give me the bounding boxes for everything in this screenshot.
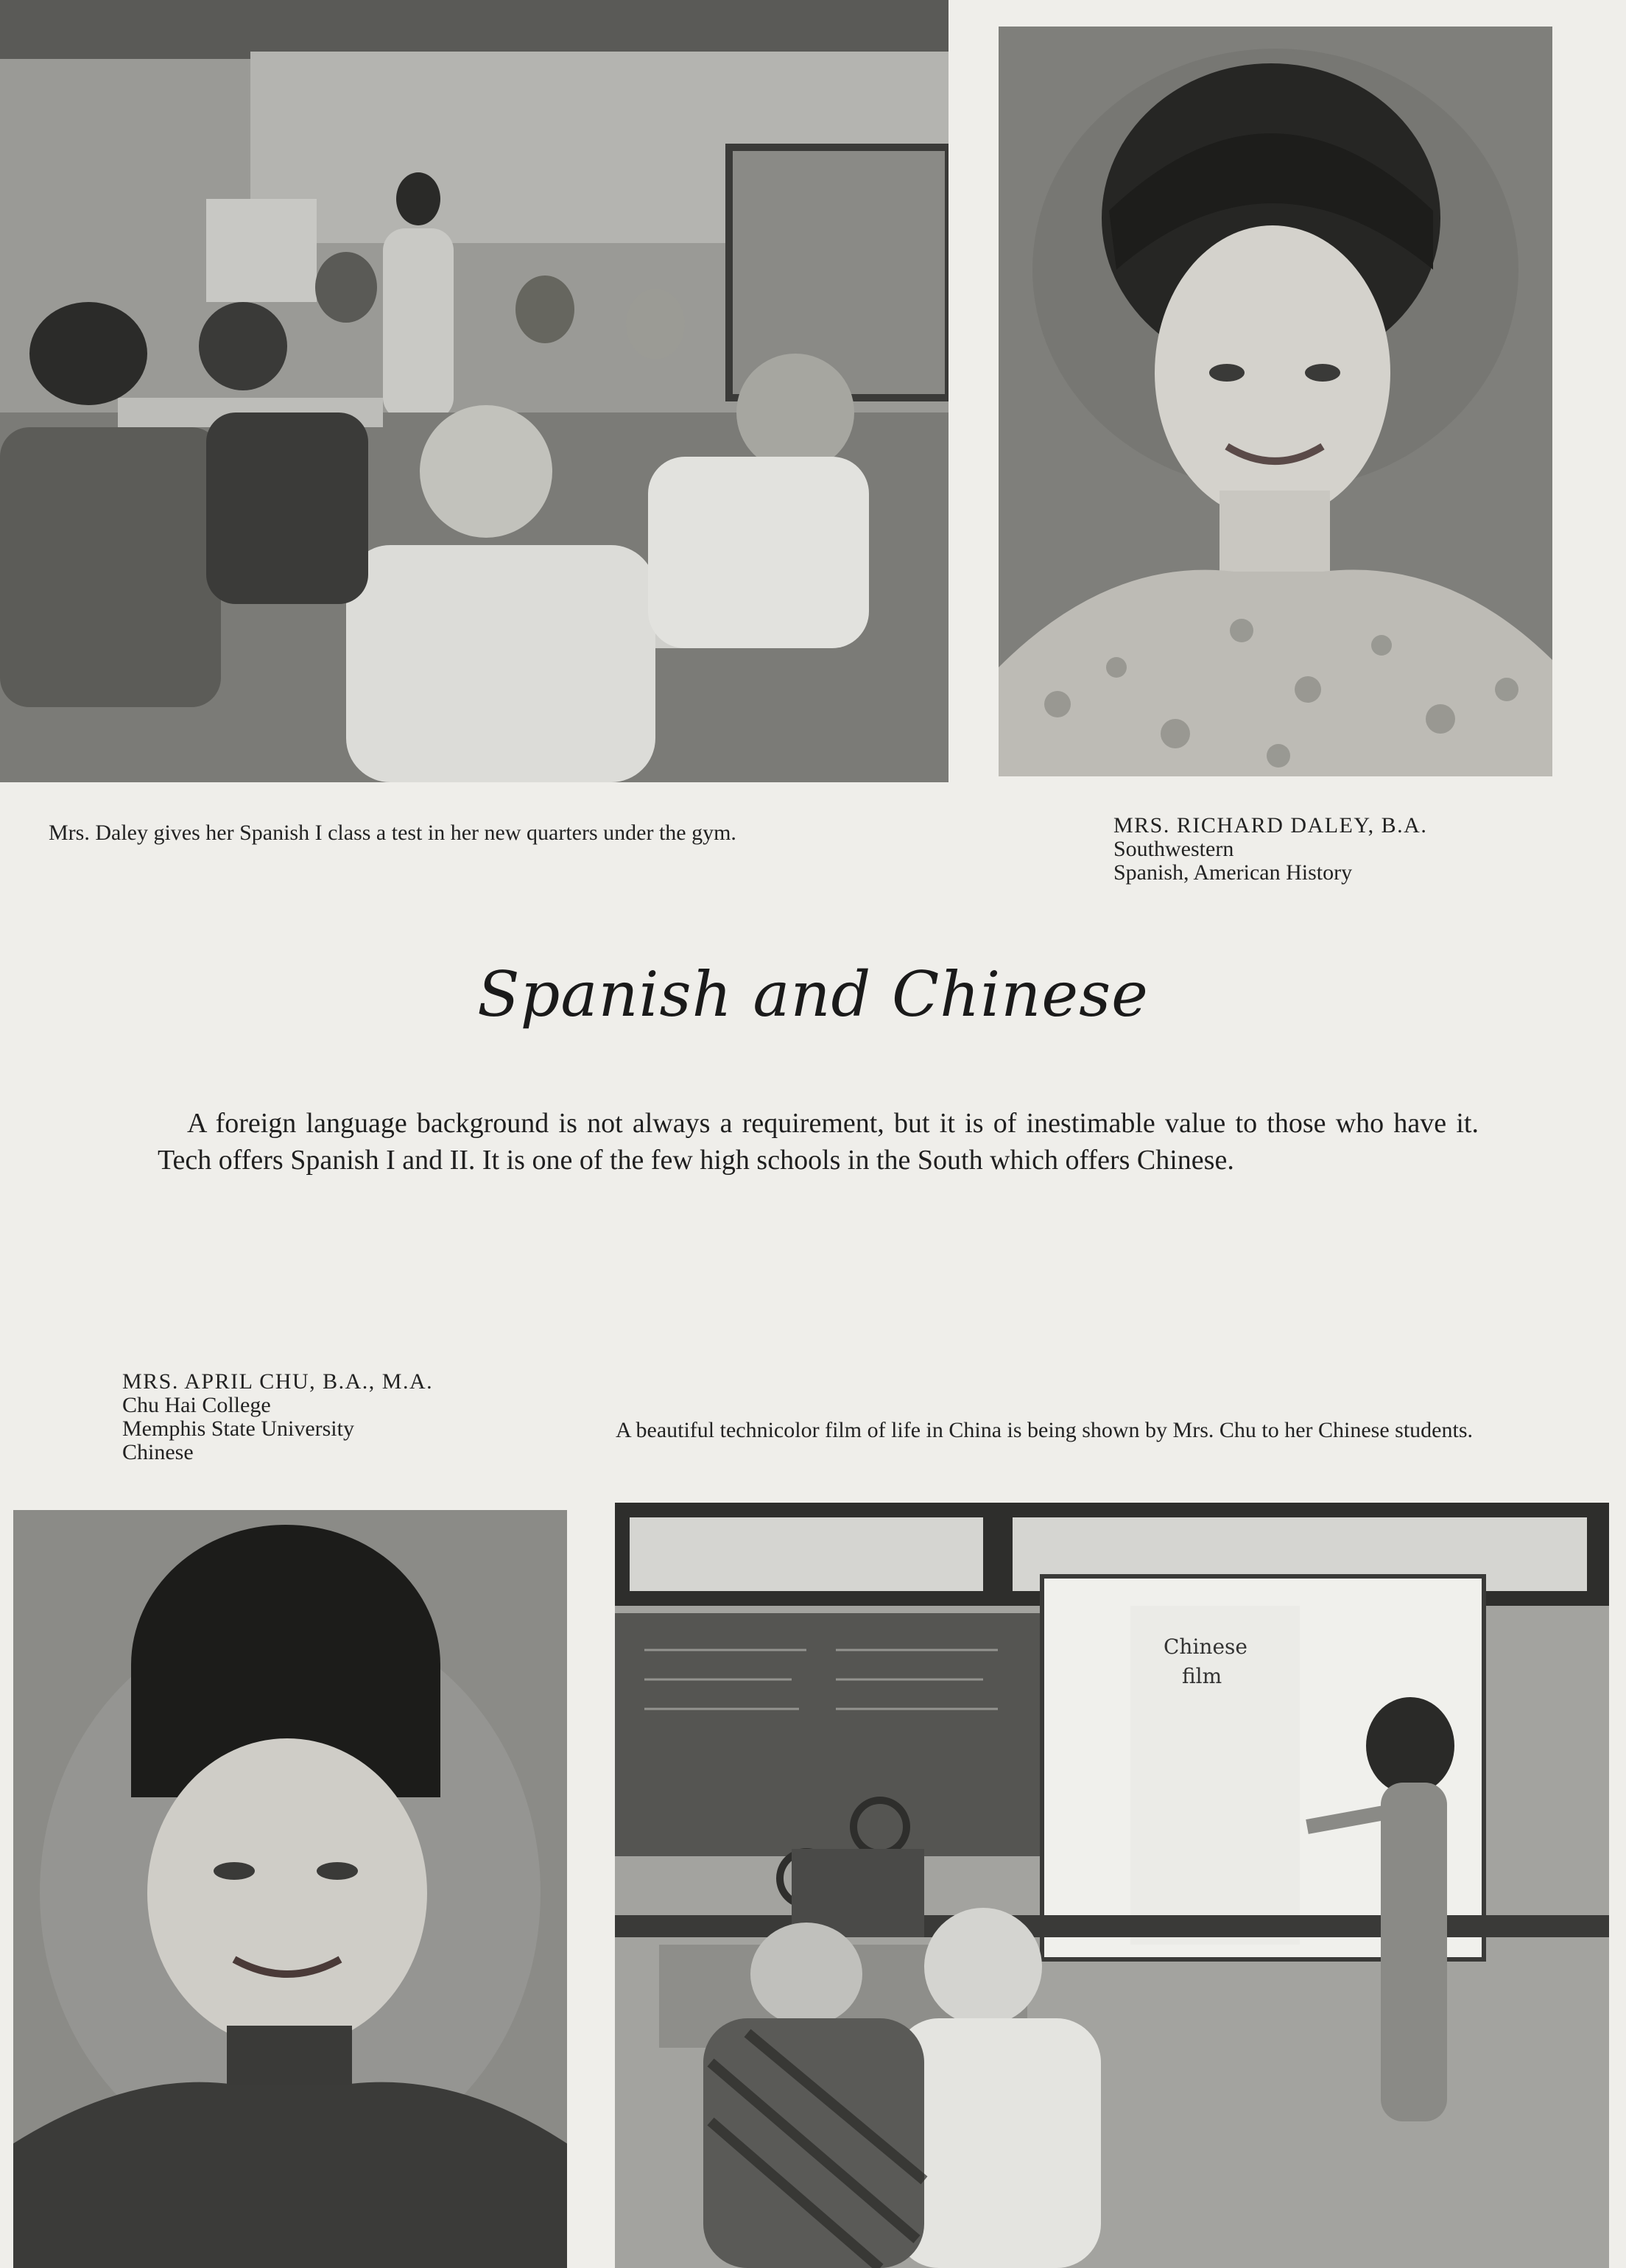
film-sign-word-2: film xyxy=(1182,1664,1222,1688)
chu-school-1: Chu Hai College xyxy=(122,1393,271,1417)
chu-name: MRS. APRIL CHU, B.A., M.A. xyxy=(122,1369,434,1394)
chu-portrait-illustration xyxy=(13,1510,567,2268)
classroom-test-illustration xyxy=(0,0,948,782)
page-title: Spanish and Chinese xyxy=(477,958,1149,1031)
chu-school-2: Memphis State University xyxy=(122,1416,354,1441)
intro-paragraph: A foreign language background is not always a requirement, but it is of inestimable value to those who have it. Tech offers Spanish I and II. It is one of the few high schools in the South which offers Chinese. xyxy=(158,1108,1479,1176)
film-screening-illustration xyxy=(615,1503,1609,2268)
film-screening-caption: A beautiful technicolor film of life in China is being shown by Mrs. Chu to her Chinese students. xyxy=(616,1418,1474,1442)
daley-portrait-photo xyxy=(999,27,1552,776)
daley-school: Southwestern xyxy=(1113,837,1234,861)
chu-subjects: Chinese xyxy=(122,1440,194,1464)
daley-portrait-illustration xyxy=(999,27,1552,776)
classroom-test-caption: Mrs. Daley gives her Spanish I class a test in her new quarters under the gym. xyxy=(49,821,736,845)
film-screening-photo xyxy=(615,1503,1609,2268)
chu-credit xyxy=(122,1370,433,1464)
chu-portrait-photo xyxy=(13,1510,567,2268)
film-sign-word-1: Chinese xyxy=(1164,1635,1247,1659)
daley-name: MRS. RICHARD DALEY, B.A. xyxy=(1113,813,1428,838)
daley-credit xyxy=(1113,814,1427,885)
daley-subjects: Spanish, American History xyxy=(1113,860,1353,885)
classroom-test-photo xyxy=(0,0,948,782)
